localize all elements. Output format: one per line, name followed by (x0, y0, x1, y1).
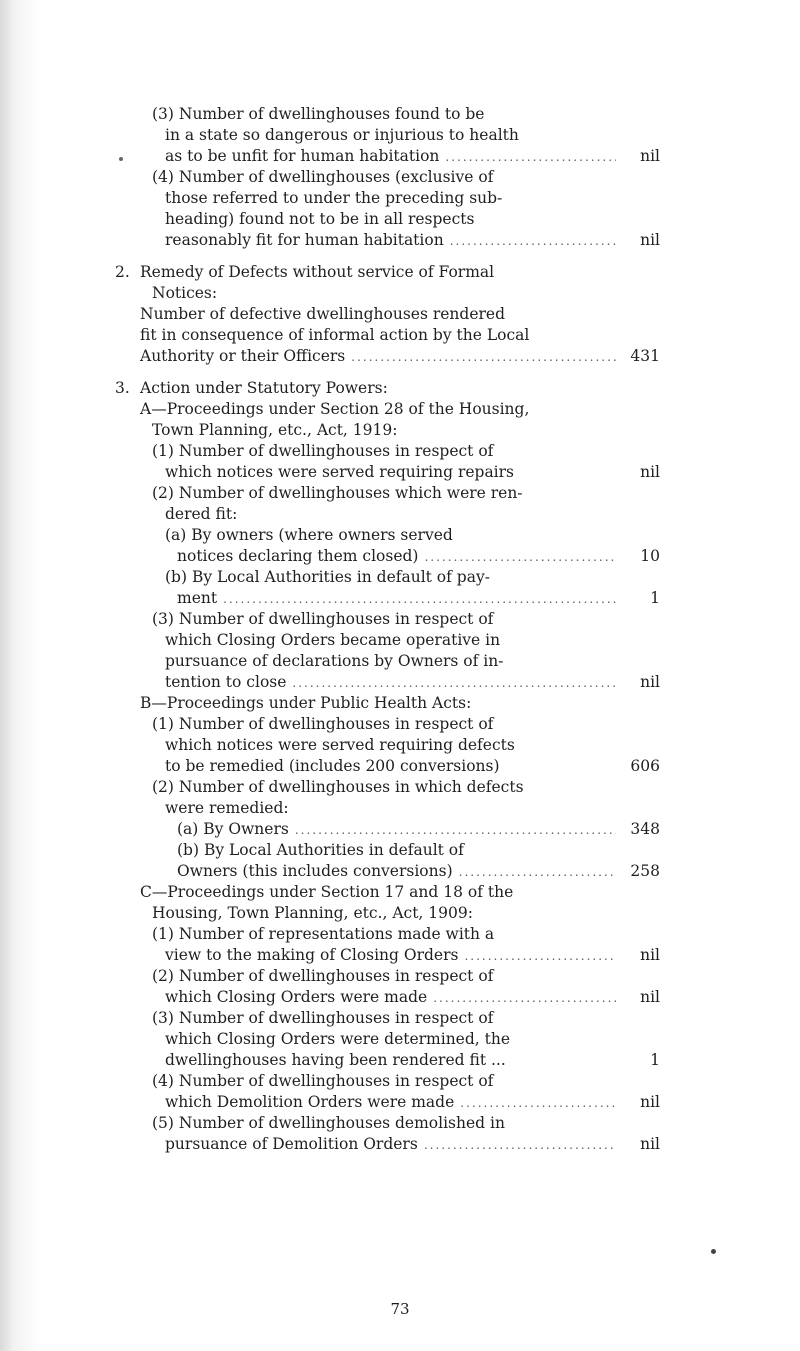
report-line (140, 1008, 660, 1029)
line-value: nil (640, 1093, 660, 1111)
report-line (140, 1113, 660, 1134)
report-line (140, 230, 660, 251)
line-value: 431 (630, 347, 660, 365)
section-gap (140, 251, 660, 262)
line-text: dwellinghouses having been rendered fit ... (165, 1051, 506, 1069)
line-text: A—Proceedings under Section 28 of the Housing, (140, 400, 530, 418)
line-text: (4) Number of dwellinghouses in respect of (152, 1072, 494, 1090)
report-line (140, 735, 660, 756)
report-line (140, 504, 660, 525)
leader-dots (424, 547, 616, 568)
line-text: Authority or their Officers (140, 347, 346, 365)
line-text: (1) Number of dwellinghouses in respect of (152, 442, 494, 460)
line-text: pursuance of declarations by Owners of in- (165, 652, 504, 670)
report-line (140, 283, 660, 304)
report-line (115, 378, 660, 399)
line-text: were remedied: (165, 799, 289, 817)
report-line (140, 420, 660, 441)
line-text: B—Proceedings under Public Health Acts: (140, 694, 472, 712)
line-text: Owners (this includes conversions) (177, 862, 453, 880)
report-line (140, 966, 660, 987)
line-text: (a) By owners (where owners served (165, 526, 453, 544)
report-line (140, 146, 660, 167)
line-text: Housing, Town Planning, etc., Act, 1909: (152, 904, 473, 922)
speck-mark (119, 157, 123, 161)
line-value: nil (640, 147, 660, 165)
line-text: (3) Number of dwellinghouses found to be (152, 105, 485, 123)
report-line (140, 567, 660, 588)
line-value: nil (640, 1135, 660, 1153)
line-text: which notices were served requiring defects (165, 736, 515, 754)
line-text: (2) Number of dwellinghouses which were ren- (152, 484, 523, 502)
line-text: (5) Number of dwellinghouses demolished in (152, 1114, 505, 1132)
line-text: (1) Number of dwellinghouses in respect of (152, 715, 494, 733)
line-text: Action under Statutory Powers: (140, 379, 388, 397)
line-text: which Demolition Orders were made (165, 1093, 455, 1111)
leader-dots (445, 147, 616, 168)
report-line (115, 262, 660, 283)
line-text: Number of defective dwellinghouses rendered (140, 305, 506, 323)
line-text: notices declaring them closed) (177, 547, 419, 565)
report-line (140, 588, 660, 609)
report-line (140, 693, 660, 714)
line-text: pursuance of Demolition Orders (165, 1135, 418, 1153)
report-line (140, 777, 660, 798)
line-text: tention to close (165, 673, 287, 691)
report-line (140, 840, 660, 861)
line-value: nil (640, 673, 660, 691)
line-text: which Closing Orders became operative in (165, 631, 501, 649)
report-line (140, 125, 660, 146)
line-text: which Closing Orders were determined, the (165, 1030, 511, 1048)
line-value: nil (640, 946, 660, 964)
line-value: nil (640, 988, 660, 1006)
line-text: Remedy of Defects without service of Formal (140, 263, 495, 281)
report-line (140, 987, 660, 1008)
page-number: 73 (390, 1300, 410, 1318)
line-value: 1 (650, 1051, 660, 1069)
line-text: view to the making of Closing Orders (165, 946, 459, 964)
leader-dots (450, 231, 616, 252)
report-line (140, 167, 660, 188)
leader-dots (292, 673, 616, 694)
report-line (140, 945, 660, 966)
report-line (140, 441, 660, 462)
line-text: fit in consequence of informal action by the Local (140, 326, 530, 344)
report-line (140, 304, 660, 325)
report-line (140, 1134, 660, 1155)
line-value: 1 (650, 589, 660, 607)
report-line (140, 346, 660, 367)
leader-dots (295, 820, 616, 841)
report-line (140, 209, 660, 230)
line-text: (3) Number of dwellinghouses in respect of (152, 1009, 494, 1027)
line-text: (2) Number of dwellinghouses in which defects (152, 778, 524, 796)
report-line (140, 882, 660, 903)
report-line (140, 924, 660, 945)
line-text: heading) found not to be in all respects (165, 210, 475, 228)
section-number: 3. (115, 379, 130, 397)
section-number: 2. (115, 263, 130, 281)
report-line (140, 630, 660, 651)
line-text: which notices were served requiring repairs (165, 463, 515, 481)
leader-dots (459, 862, 616, 883)
line-text: (b) By Local Authorities in default of (177, 841, 464, 859)
line-text: to be remedied (includes 200 conversions) (165, 757, 500, 775)
line-value: 348 (630, 820, 660, 838)
report-line (140, 714, 660, 735)
leader-dots (433, 988, 616, 1009)
housing-report-body (115, 104, 660, 1155)
report-line (140, 104, 660, 125)
line-text: in a state so dangerous or injurious to health (165, 126, 519, 144)
leader-dots (424, 1135, 616, 1156)
report-line (140, 756, 660, 777)
leader-dots (464, 946, 616, 967)
line-text: reasonably fit for human habitation (165, 231, 444, 249)
leader-dots (460, 1093, 616, 1114)
report-line (140, 325, 660, 346)
section-gap (140, 367, 660, 378)
line-text: ment (177, 589, 218, 607)
line-value: 258 (630, 862, 660, 880)
report-line (140, 525, 660, 546)
line-text: C—Proceedings under Section 17 and 18 of the (140, 883, 514, 901)
line-text: (3) Number of dwellinghouses in respect of (152, 610, 494, 628)
report-line (140, 609, 660, 630)
report-line (140, 1071, 660, 1092)
line-text: Town Planning, etc., Act, 1919: (152, 421, 398, 439)
line-text: which Closing Orders were made (165, 988, 428, 1006)
line-value: 10 (640, 547, 660, 565)
report-line (140, 651, 660, 672)
line-text: (a) By Owners (177, 820, 289, 838)
line-text: dered fit: (165, 505, 238, 523)
report-line (140, 399, 660, 420)
report-line (140, 861, 660, 882)
line-value: nil (640, 231, 660, 249)
line-text: (b) By Local Authorities in default of pay- (165, 568, 490, 586)
report-line (140, 1029, 660, 1050)
report-line (140, 819, 660, 840)
report-line (140, 188, 660, 209)
line-text: Notices: (152, 284, 218, 302)
report-line (140, 462, 660, 483)
line-text: those referred to under the preceding sub- (165, 189, 503, 207)
report-line (140, 672, 660, 693)
report-line (140, 903, 660, 924)
report-line (140, 1092, 660, 1113)
line-value: 606 (630, 757, 660, 775)
report-line (140, 546, 660, 567)
line-text: (2) Number of dwellinghouses in respect of (152, 967, 494, 985)
report-line (140, 1050, 660, 1071)
report-line (140, 798, 660, 819)
leader-dots (351, 347, 616, 368)
line-text: (4) Number of dwellinghouses (exclusive of (152, 168, 494, 186)
line-value: nil (640, 463, 660, 481)
leader-dots (223, 589, 616, 610)
report-line (140, 483, 660, 504)
line-text: as to be unfit for human habitation (165, 147, 440, 165)
speck-mark (711, 1249, 716, 1254)
line-text: (1) Number of representations made with a (152, 925, 495, 943)
